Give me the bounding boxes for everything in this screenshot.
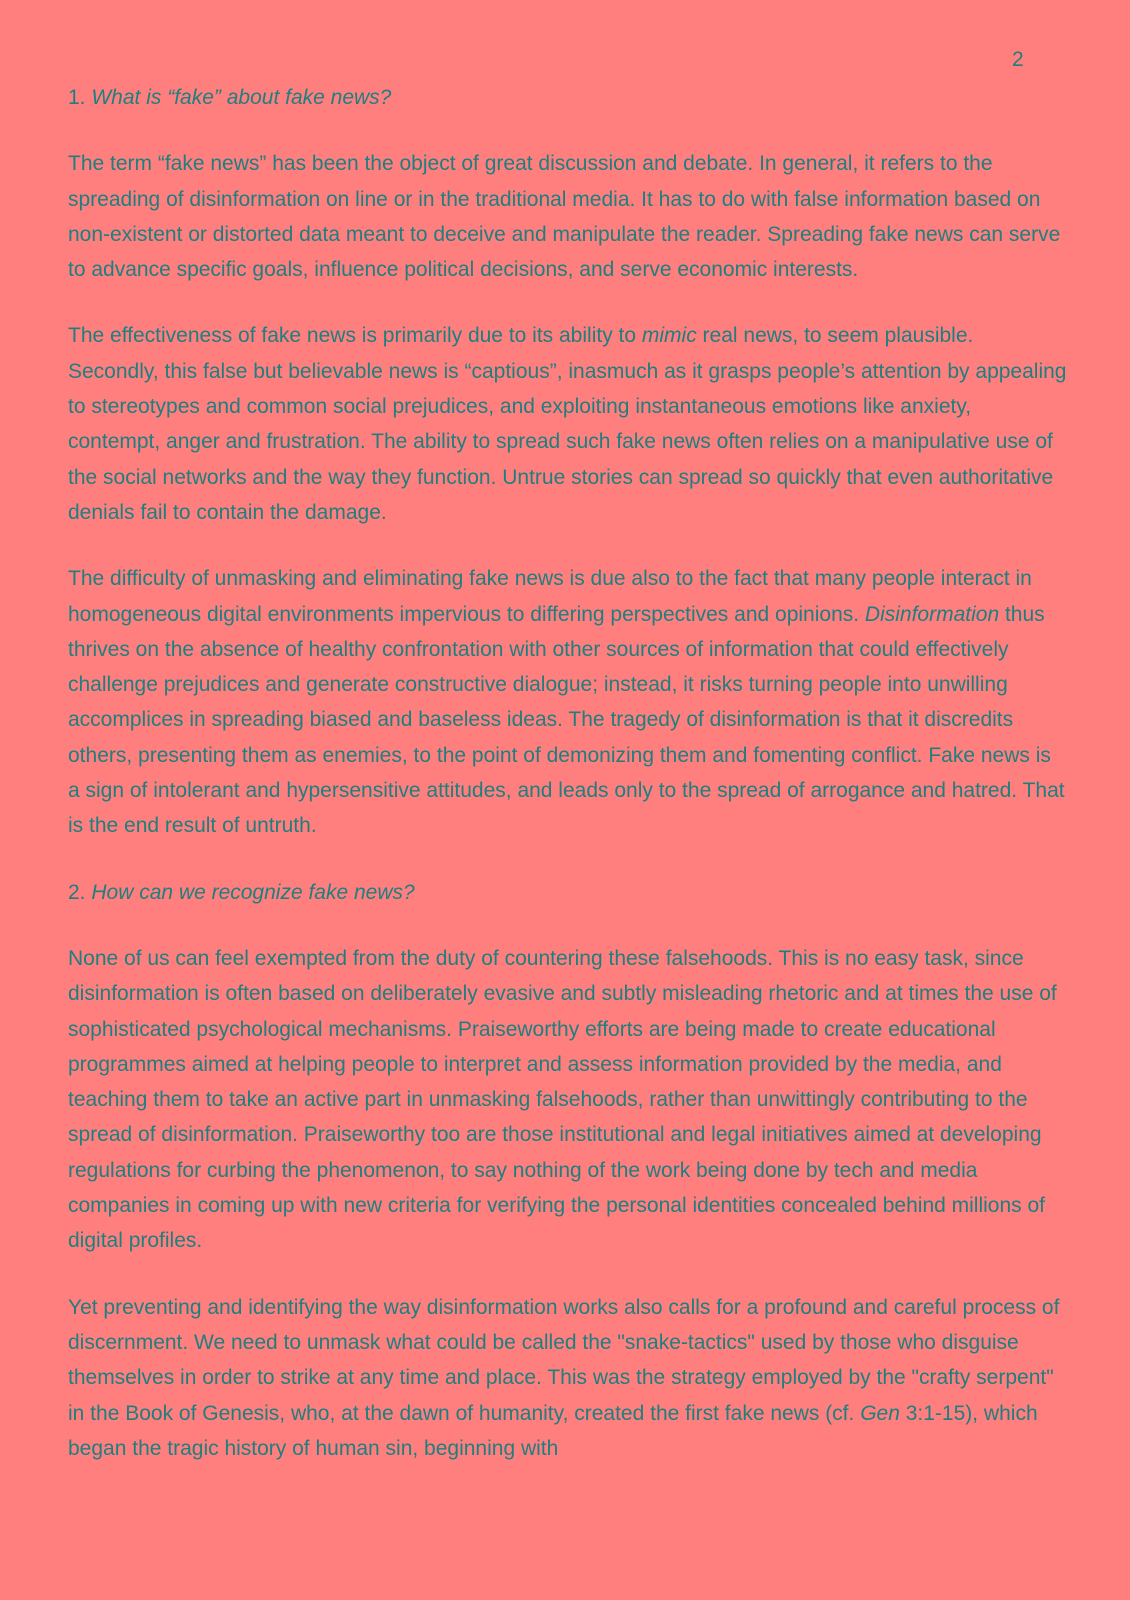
section-1-paragraph-2 (68, 318, 1068, 530)
emphasis-text: Gen (860, 1401, 900, 1425)
section-1-heading (68, 80, 1068, 115)
section-1-number: 1. (68, 86, 86, 109)
paragraph-text: 3:1-15), which began the tragic history of human sin, beginning with (68, 1401, 1038, 1460)
document-body (68, 80, 1068, 1466)
paragraph-text: thus thrives on the absence of healthy confrontation with other sources of information that could effectively challenge prejudices and generate constructive dialogue; instead, it risks turning people into unwilling accomplices in spreading biased and baseless ideas. The tragedy of disinformation is that it discredits others, presenting them as enemies, to the point of demonizing them and fomenting conflict. Fake news is a sign of intolerant and hypersensitive attitudes, and leads only to the spread of arrogance and hatred. That is the end result of untruth. (68, 602, 1065, 838)
section-2-title: How can we recognize fake news? (91, 880, 415, 904)
section-2-paragraph-2 (68, 1290, 1068, 1466)
section-1-paragraph-1: The term “fake news” has been the object of great discussion and debate. In general, it refers to the spreading of disinformation on line or in the traditional media. It has to do with false information based on non-existent or distorted data meant to deceive and manipulate the reader. Spreading fake news can serve to advance specific goals, influence political decisions, and serve economic interests. (68, 152, 1061, 282)
emphasis-text: mimic (641, 324, 697, 348)
section-2-number: 2. (68, 880, 86, 904)
emphasis-text: Disinformation (864, 602, 1000, 626)
paragraph-text: The difficulty of unmasking and eliminating fake news is due also to the fact that many people interact in homogeneous digital environments impervious to differing perspectives and opinions. (68, 567, 1032, 626)
section-1-title: What is “fake” about fake news? (91, 86, 392, 109)
section-2-paragraph-1: None of us can feel exempted from the duty of countering these falsehoods. This is no easy task, since disinformation is often based on deliberately evasive and subtly misleading rhetoric and at times the use of sophisticated psychological mechanisms. Praiseworthy efforts are being made to create educational programmes aimed at helping people to interpret and assess information provided by the media, and teaching them to take an active part in unmasking falsehoods, rather than unwittingly contributing to the spread of disinformation. Praiseworthy too are those institutional and legal initiatives aimed at developing regulations for curbing the phenomenon, to say nothing of the work being done by tech and media companies in coming up with new criteria for verifying the personal identities concealed behind millions of digital profiles. (68, 946, 1057, 1253)
paragraph-text: real news, to seem plausible. Secondly, this false but believable news is “captious”, inasmuch as it grasps people’s attention by appealing to stereotypes and common social prejudices, and exploiting instantaneous emotions like anxiety, contempt, anger and frustration. The ability to spread such fake news often relies on a manipulative use of the social networks and the way they function. Untrue stories can spread so quickly that even authoritative denials fail to contain the damage. (68, 324, 1067, 524)
paragraph-text: Yet preventing and identifying the way disinformation works also calls for a profound and careful process of discernment. We need to unmask what could be called the "snake-tactics" used by those who disguise themselves in order to strike at any time and place. This was the strategy employed by the "crafty serpent" in the Book of Genesis, who, at the dawn of humanity, created the first fake news (cf. (68, 1295, 1060, 1425)
section-2-heading (68, 875, 1068, 910)
section-1-paragraph-3 (68, 561, 1068, 843)
page-number: 2 (1012, 48, 1024, 71)
paragraph-text: The effectiveness of fake news is primarily due to its ability to (68, 324, 642, 348)
